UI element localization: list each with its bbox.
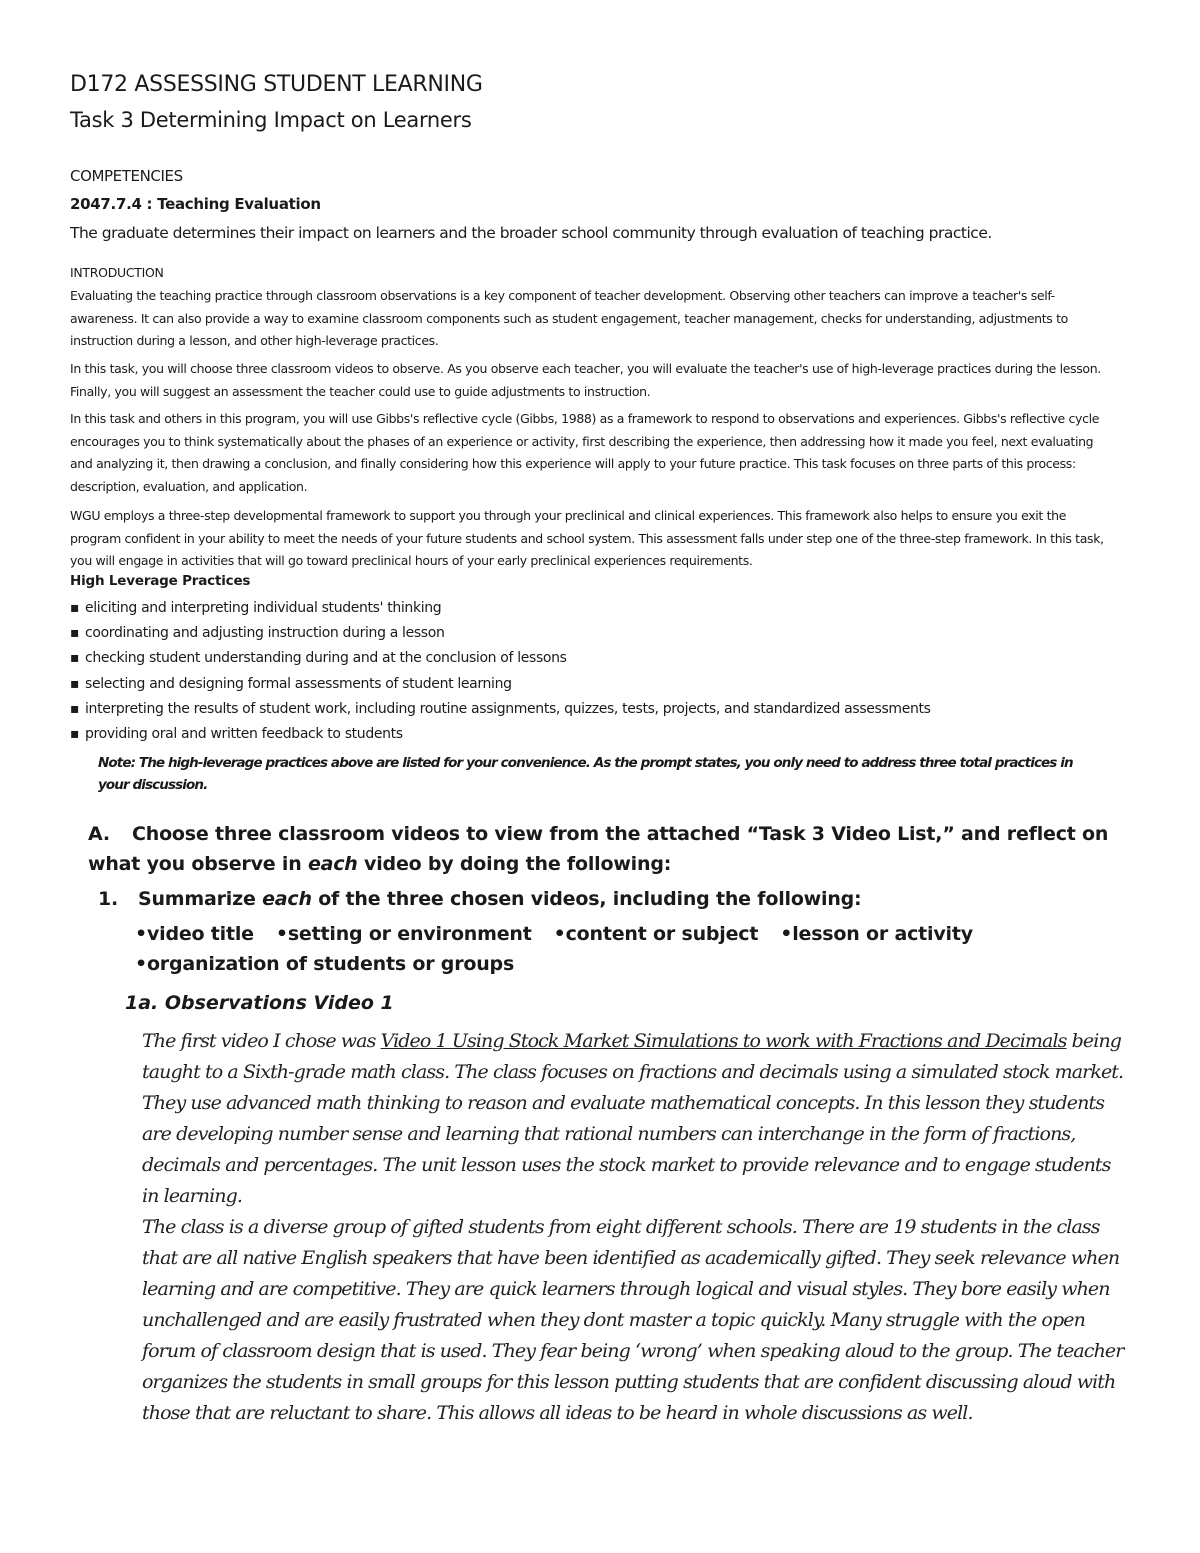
question-1-text-end: of the three chosen videos, including the following: [311,888,862,910]
intro-paragraph: WGU employs a three-step developmental framework to support you through your preclinical and clinical experiences. This framework also helps to ensure you exit the program confident in your ability to meet the needs of your future students and school system. This assessment falls under step one of the three-step framework. In this task, you will engage in activities that will go toward preclinical hours of your early preclinical experiences requirements. [70,508,1104,568]
part-a-emphasis: each [307,853,358,875]
competency-code: 2047.7.4 : Teaching Evaluation [70,195,321,213]
list-item-text: selecting and designing formal assessments of student learning [85,675,512,692]
question-1-emphasis: each [262,888,312,910]
list-item-text: checking student understanding during and at the conclusion of lessons [85,650,567,667]
list-item [70,646,931,671]
document-subtitle: Task 3 Determining Impact on Learners [70,108,472,132]
bullet-icon: ▪ [70,725,80,742]
high-leverage-note: Note: The high-leverage practices above are listed for your convenience. As the prompt states, you only need to address three total practices in your discussion. [98,755,1073,793]
response-paragraph [142,1026,1132,1212]
list-item [70,596,931,621]
intro-paragraph: Evaluating the teaching practice through classroom observations is a key component of teacher development. Observing other teachers can improve a teacher's self-awareness. It can also provide a way to examine classroom components such as student engagement, teacher management, checks for understanding, adjustments to instruction during a lesson, and other high-leverage practices. [70,288,1068,348]
list-item-text: eliciting and interpreting individual students' thinking [85,600,442,616]
question-1-items [135,919,1035,979]
video-title-link[interactable]: Video 1 Using Stock Market Simulations to work with Fractions and Decimals [380,1030,1067,1052]
question-1-number: 1. [98,888,119,910]
part-a-label: A. [88,823,110,845]
list-item-text: interpreting the results of student work, including routine assignments, quizzes, tests, projects, and standardized assessments [85,700,931,717]
bullet-icon: ▪ [70,625,80,642]
bullet-icon: ▪ [70,600,80,616]
high-leverage-list [70,596,931,747]
summary-item: •setting or environment [275,923,532,945]
high-leverage-heading: High Leverage Practices [70,573,251,589]
summary-item: •organization of students or groups [135,953,515,975]
summary-item: •video title [135,923,254,945]
list-item [70,672,931,697]
competencies-label: COMPETENCIES [70,167,183,185]
list-item-text: coordinating and adjusting instruction during a lesson [85,625,445,642]
competency-description: The graduate determines their impact on learners and the broader school community through evaluation of teaching practice. [70,224,992,242]
introduction-label: INTRODUCTION [70,265,164,280]
part-a-text: Choose three classroom videos to view from the attached “Task 3 Video List,” and reflect on what you observe in [88,823,1109,875]
question-1-text: Summarize [138,888,263,910]
list-item [70,722,931,747]
observation-heading: 1a. Observations Video 1 [125,992,394,1014]
list-item [70,621,931,646]
bullet-icon: ▪ [70,650,80,667]
summary-item: •content or subject [553,923,759,945]
response-text-end: being taught to a Sixth-grade math class. The class focuses on fractions and decimals using a simulated stock market. They use advanced math thinking to reason and evaluate mathematical concepts. In this lesson they students are developing number sense and learning that rational numbers can interchange in the form of fractions, decimals and percentages. The unit lesson uses the stock market to provide relevance and to engage students in learning. [142,1030,1124,1207]
bullet-icon: ▪ [70,675,80,692]
bullet-icon: ▪ [70,700,80,717]
summary-item: •lesson or activity [780,923,973,945]
part-a-text-end: video by doing the following: [357,853,672,875]
part-a-prompt [88,819,1138,879]
question-1 [98,888,861,910]
response-text: The first video I chose was [142,1030,381,1052]
intro-paragraph: In this task, you will choose three classroom videos to observe. As you observe each teacher, you will evaluate the teacher's use of high-leverage practices during the lesson. Finally, you will suggest an assessment the teacher could use to guide adjustments to instruction. [70,361,1101,399]
list-item [70,697,931,722]
list-item-text: providing oral and written feedback to students [85,725,403,742]
response-paragraph: The class is a diverse group of gifted students from eight different schools. There are 19 students in the class that are all native English speakers that have been identified as academically gifted. They seek relevance when learning and are competitive. They are quick learners through logical and visual styles. They bore easily when unchallenged and are easily frustrated when they dont master a topic quickly. Many struggle with the open forum of classroom design that is used. They fear being ‘wrong’ when speaking aloud to the group. The teacher organizes the students in small groups for this lesson putting students that are confident discussing aloud with those that are reluctant to share. This allows all ideas to be heard in whole discussions as well. [142,1216,1124,1424]
intro-paragraph: In this task and others in this program, you will use Gibbs's reflective cycle (Gibbs, 1988) as a framework to respond to observations and experiences. Gibbs's reflective cycle encourages you to think systematically about the phases of an experience or activity, first describing the experience, then addressing how it made you feel, next evaluating and analyzing it, then drawing a conclusion, and finally considering how this experience will apply to your future practice. This task focuses on three parts of this process: description, evaluation, and application. [70,411,1100,494]
document-title: D172 ASSESSING STUDENT LEARNING [70,72,483,97]
